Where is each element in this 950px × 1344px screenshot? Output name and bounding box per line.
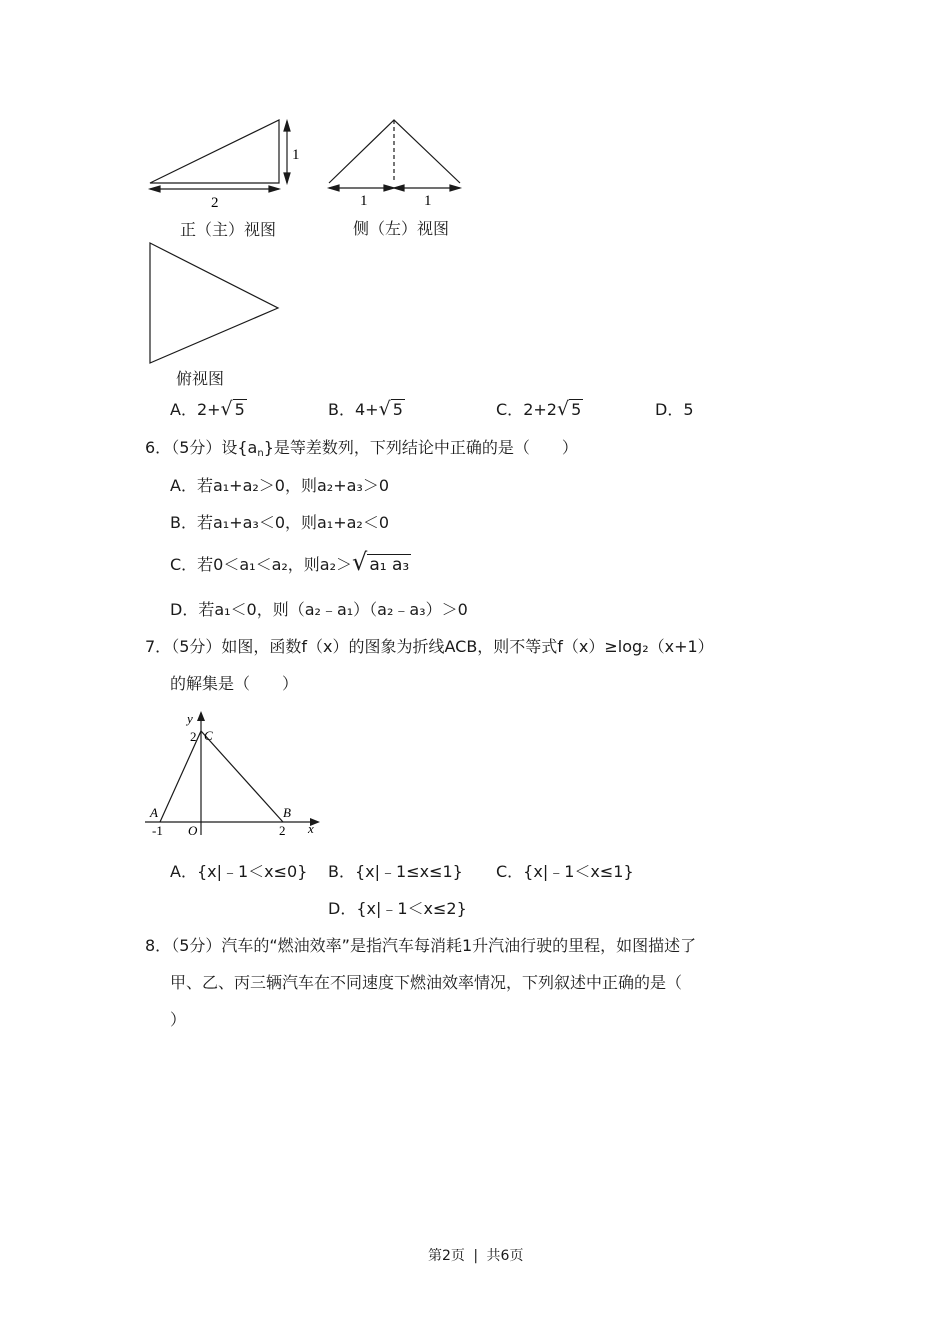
side-view-caption: 侧（左）视图 <box>353 219 450 238</box>
q7-origin-label: O <box>188 823 198 838</box>
side-right-label: 1 <box>424 193 432 209</box>
front-view-drawing <box>150 120 290 192</box>
q8-stem-line1 <box>145 933 696 956</box>
q5-option-b: B．4+√ 5 <box>328 398 403 420</box>
q7-score: （5分） <box>171 637 222 656</box>
three-views-figure <box>0 0 950 400</box>
q5-b-label: B． <box>328 400 355 419</box>
q6-option-c: C．若0＜a₁＜a₂，则a₂＞√ a₁ a₃ <box>170 548 410 576</box>
q6-stem-pre: 设{a <box>221 438 258 457</box>
q7-point-a-label: A <box>150 805 158 820</box>
side-view-drawing <box>329 120 460 191</box>
footer-total: 共6页 <box>486 1248 524 1264</box>
q6-stem <box>145 435 578 459</box>
footer-separator: | <box>473 1248 479 1264</box>
q7-option-b: B．{x|﹣1≤x≤1} <box>328 862 463 881</box>
q5-c-radicand: 5 <box>571 400 582 419</box>
q7-axis-y-label: y <box>187 711 193 726</box>
q7-stem-text: 如图，函数f（x）的图象为折线ACB，则不等式f（x）≥log₂（x+1） <box>221 637 714 656</box>
q7-point-b-label: B <box>283 805 291 820</box>
page-footer <box>428 1245 523 1265</box>
q7-option-d: D．{x|﹣1＜x≤2} <box>328 899 467 918</box>
q7-point-c-label: C <box>204 728 213 743</box>
q5-d-value: 5 <box>683 400 694 419</box>
q5-option-a: A．2+√ 5 <box>170 398 245 420</box>
q5-b-value: 4+ <box>354 400 379 419</box>
q7-tick-y2: 2 <box>190 729 197 744</box>
q5-a-label: A． <box>170 400 197 419</box>
q7-stem-line1 <box>145 634 714 657</box>
q6-option-a: A．若a₁+a₂＞0，则a₂+a₃＞0 <box>170 476 389 495</box>
q6-number: 6． <box>145 438 172 457</box>
q5-b-radicand: 5 <box>392 400 403 419</box>
q6-score: （5分） <box>171 438 222 457</box>
q6-option-d: D．若a₁＜0，则（a₂﹣a₁）（a₂﹣a₃）＞0 <box>170 600 468 619</box>
q5-option-c: C．2+2√ 5 <box>496 398 582 420</box>
q6-option-c-radicand: a₁ a₃ <box>369 555 410 575</box>
front-height-label: 1 <box>292 147 300 163</box>
side-left-label: 1 <box>360 193 368 209</box>
q5-a-value: 2+ <box>196 400 221 419</box>
q5-c-label: C． <box>496 400 524 419</box>
q6-stem-sub: n <box>257 448 264 459</box>
q7-graph <box>140 705 330 840</box>
q8-line1-text: 汽车的“燃油效率”是指汽车每消耗1升汽油行驶的里程，如图描述了 <box>221 936 697 955</box>
q5-d-label: D． <box>655 400 684 419</box>
q8-stem-line3: ） <box>170 1010 187 1029</box>
q7-number: 7． <box>145 637 172 656</box>
front-view-caption: 正（主）视图 <box>180 220 277 239</box>
q5-a-radicand: 5 <box>234 400 245 419</box>
front-width-label: 2 <box>211 195 219 211</box>
q7-axis-x-label: x <box>308 821 314 836</box>
q6-option-b: B．若a₁+a₃＜0，则a₁+a₂＜0 <box>170 513 390 532</box>
q7-tick-neg1: -1 <box>152 823 163 838</box>
q6-option-c-text: C．若0＜a₁＜a₂，则a₂＞ <box>170 555 353 574</box>
q5-option-d <box>655 397 694 420</box>
q7-tick-x2: 2 <box>279 823 286 838</box>
footer-page: 第2页 <box>428 1248 465 1264</box>
q8-number: 8． <box>145 936 172 955</box>
top-view-drawing <box>150 243 278 363</box>
q7-polyline-acb <box>160 731 283 822</box>
q7-option-c: C．{x|﹣1＜x≤1} <box>496 862 634 881</box>
q7-stem-line2: 的解集是（ ） <box>170 674 299 693</box>
q6-stem-post: }是等差数列，下列结论中正确的是（ ） <box>263 438 578 457</box>
q5-c-value: 2+2 <box>523 400 557 419</box>
q8-score: （5分） <box>171 936 222 955</box>
q7-option-a: A．{x|﹣1＜x≤0} <box>170 862 308 881</box>
top-view-caption: 俯视图 <box>176 369 225 388</box>
q8-stem-line2: 甲、乙、丙三辆汽车在不同速度下燃油效率情况，下列叙述中正确的是（ <box>170 973 683 992</box>
